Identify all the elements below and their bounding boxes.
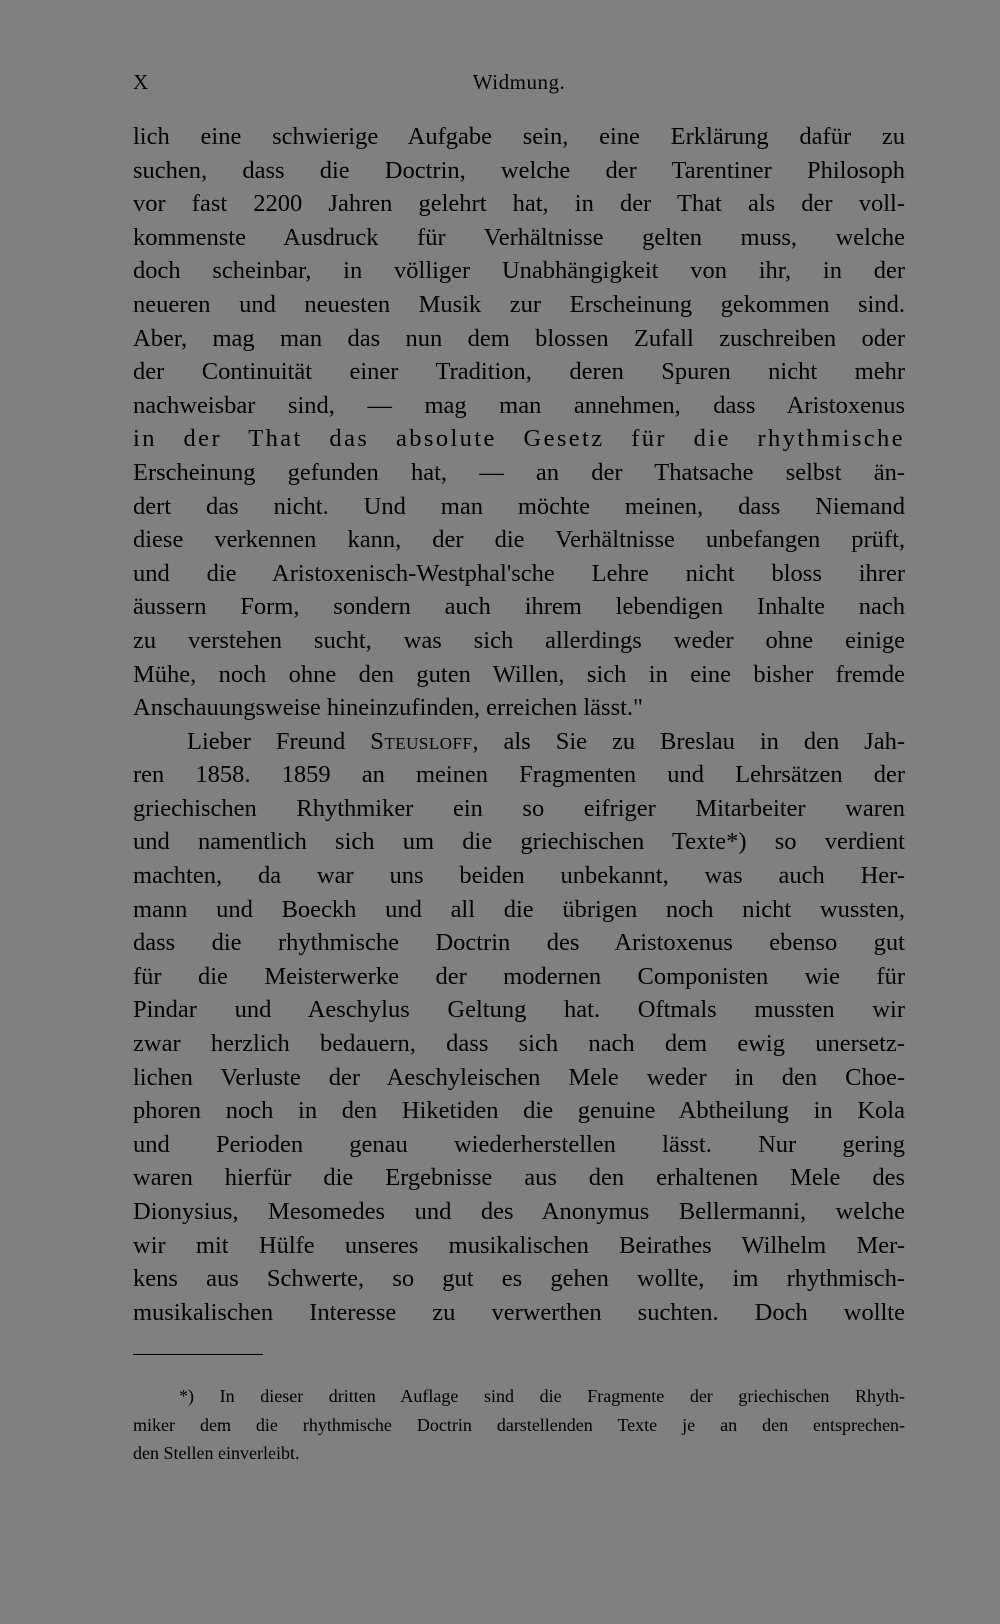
body-text	[133, 120, 905, 1329]
text-line: wir mit Hülfe unseres musikalischen Beirathes Wilhelm Mer-	[133, 1231, 905, 1259]
text-line: griechischen Rhythmiker ein so eifriger Mitarbeiter waren	[133, 794, 905, 822]
text-line: lich eine schwierige Aufgabe sein, eine Erklärung dafür zu	[133, 123, 905, 150]
text-line: machten, da war uns beiden unbekannt, was auch Her-	[133, 862, 905, 890]
text-line: kens aus Schwerte, so gut es gehen wollte, im rhythmisch-	[133, 1265, 905, 1293]
footnote-line: den Stellen einverleibt.	[133, 1443, 300, 1463]
text-fragment: , als Sie zu Breslau in den Jah-	[472, 727, 905, 755]
text-line: Erscheinung gefunden hat, — an der Thatsache selbst än-	[133, 458, 905, 486]
page-header	[133, 70, 905, 106]
text-line: mann und Boeckh und all die übrigen noch nicht wussten,	[133, 895, 905, 923]
text-line: für die Meisterwerke der modernen Componisten wie für	[133, 962, 905, 990]
footnote-line: miker dem die rhythmische Doctrin darstellenden Texte je an den entsprechen-	[133, 1414, 905, 1435]
text-line: und Perioden genau wiederherstellen lässt. Nur gering	[133, 1130, 905, 1158]
text-line: lichen Verluste der Aeschyleischen Mele weder in den Choe-	[133, 1063, 905, 1091]
text-line: musikalischen Interesse zu verwerthen suchten. Doch wollte	[133, 1298, 905, 1326]
text-line: diese verkennen kann, der die Verhältnisse unbefangen prüft,	[133, 526, 905, 554]
footnote-divider	[133, 1354, 263, 1355]
page-number: X	[133, 70, 149, 94]
text-line: Dionysius, Mesomedes und des Anonymus Bellermanni, welche	[133, 1198, 905, 1225]
text-line: und die Aristoxenisch-Westphal'sche Lehre nicht bloss ihrer	[133, 559, 905, 587]
text-line: Mühe, noch ohne den guten Willen, sich in eine bisher fremde	[133, 660, 905, 688]
text-line: phoren noch in den Hiketiden die genuine Abtheilung in Kola	[133, 1097, 905, 1125]
text-line: doch scheinbar, in völliger Unabhängigkeit von ihr, in der	[133, 257, 905, 285]
text-fragment: Lieber Freund	[187, 727, 346, 755]
text-line: ren 1858. 1859 an meinen Fragmenten und Lehrsätzen der	[133, 761, 905, 789]
text-line-spaced: in der That das absolute Gesetz für die rhythmische	[133, 425, 905, 453]
addressee-name: Steusloff	[370, 727, 473, 755]
text-line: neueren und neuesten Musik zur Erscheinung gekommen sind.	[133, 290, 905, 318]
text-line-paragraph-end: Anschauungsweise hineinzufinden, erreichen lässt."	[133, 694, 644, 722]
text-line: der Continuität einer Tradition, deren Spuren nicht mehr	[133, 358, 905, 386]
text-line: dass die rhythmische Doctrin des Aristoxenus ebenso gut	[133, 929, 905, 957]
running-title: Widmung.	[472, 70, 566, 94]
text-line: waren hierfür die Ergebnisse aus den erhaltenen Mele des	[133, 1164, 905, 1192]
text-line: zwar herzlich bedauern, dass sich nach dem ewig unersetz-	[133, 1030, 905, 1058]
text-line: kommenste Ausdruck für Verhältnisse gelten muss, welche	[133, 223, 905, 251]
text-line: vor fast 2200 Jahren gelehrt hat, in der That als der voll-	[133, 190, 905, 218]
text-line-paragraph-start	[133, 725, 905, 759]
text-line: suchen, dass die Doctrin, welche der Tarentiner Philosoph	[133, 156, 905, 184]
text-line: und namentlich sich um die griechischen Texte*) so verdient	[133, 828, 905, 856]
text-line: Aber, mag man das nun dem blossen Zufall zuschreiben oder	[133, 324, 905, 352]
text-line: nachweisbar sind, — mag man annehmen, dass Aristoxenus	[133, 391, 905, 419]
footnote-line: *) In dieser dritten Auflage sind die Fragmente der griechischen Rhyth-	[179, 1386, 905, 1406]
text-line: Pindar und Aeschylus Geltung hat. Oftmals mussten wir	[133, 996, 905, 1024]
text-line: zu verstehen sucht, was sich allerdings weder ohne einige	[133, 626, 905, 654]
text-line: äussern Form, sondern auch ihrem lebendigen Inhalte nach	[133, 593, 905, 621]
footnote	[133, 1382, 905, 1468]
text-line: dert das nicht. Und man möchte meinen, dass Niemand	[133, 492, 905, 520]
